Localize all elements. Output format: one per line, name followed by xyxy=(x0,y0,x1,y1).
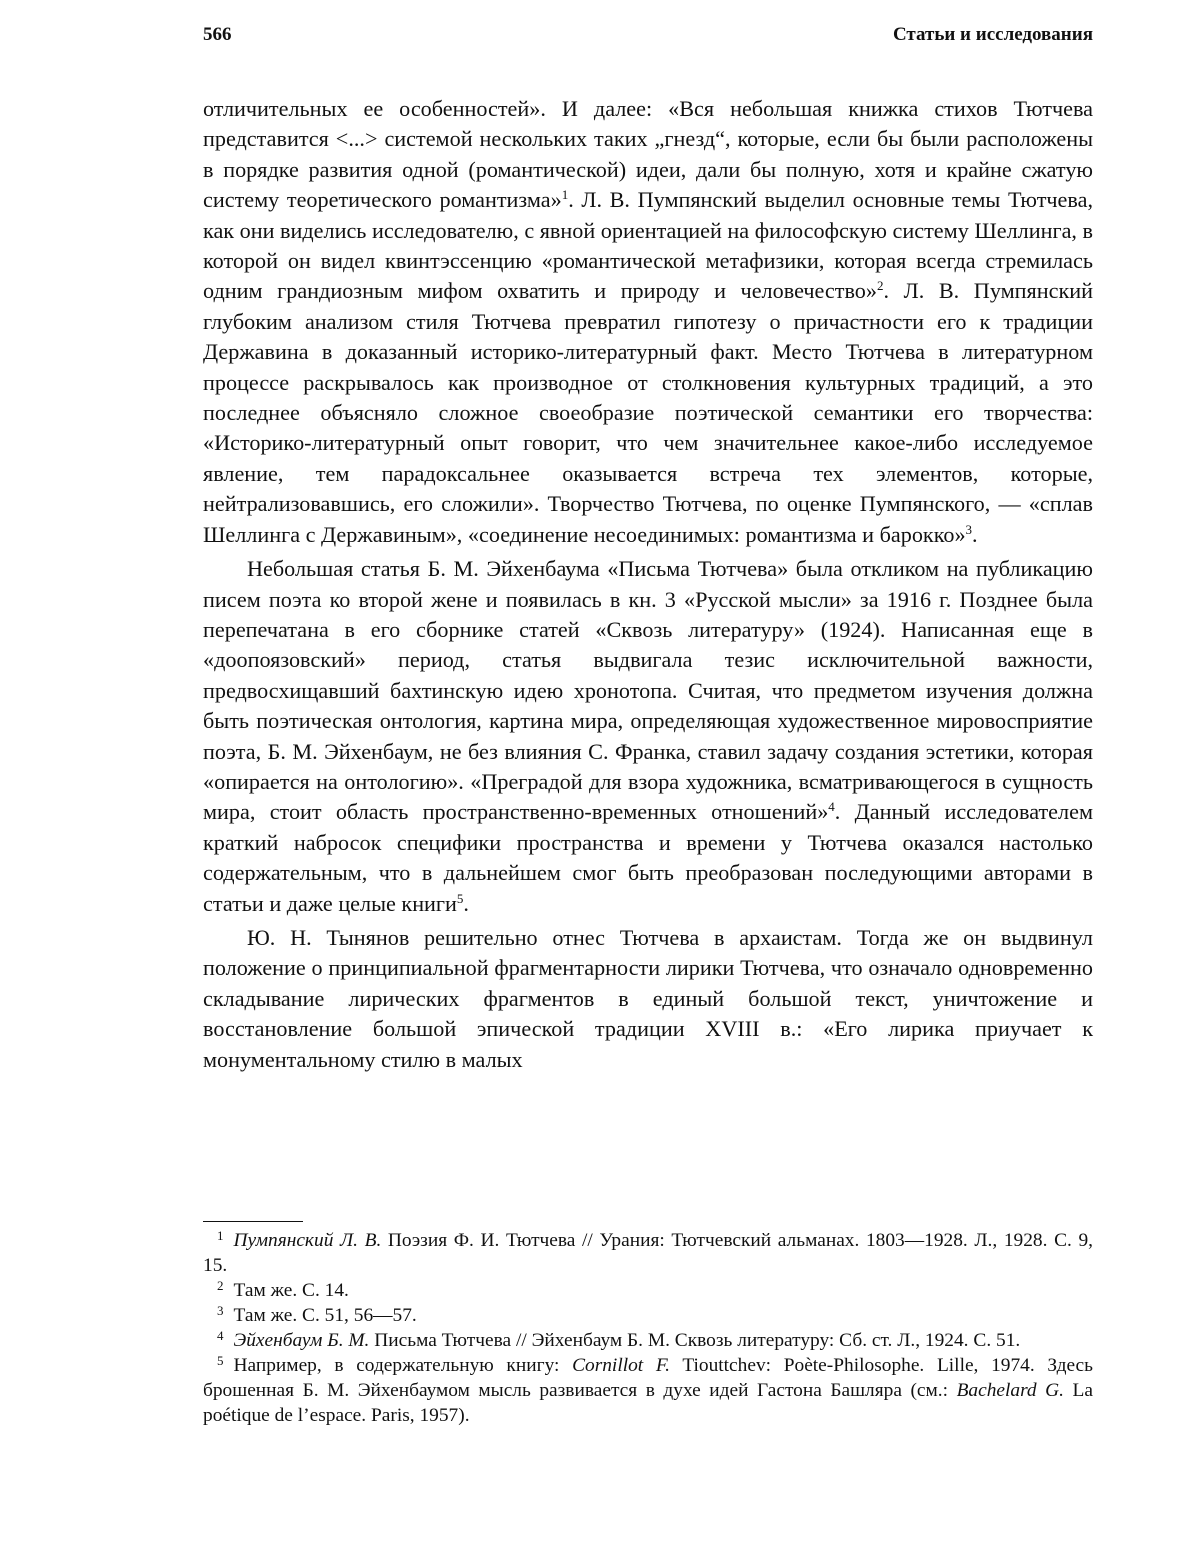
footnotes xyxy=(203,1228,1093,1428)
footnote-1: $^1$ Пумпянский Л. В. Поэзия Ф. И. Тютчева // Урания: Тютчевский альманах. 1803—1928. Л., 1928. С. 9, 15. xyxy=(203,1228,1094,1276)
footnote-author: Эйхенбаум Б. М. xyxy=(233,1330,370,1351)
footnote-ref-1: 1 xyxy=(561,187,569,203)
book-page xyxy=(203,18,1094,1426)
footnote-ref-5: 5 xyxy=(456,890,464,906)
body-text xyxy=(203,94,1093,1075)
footnote-ref-3: 3 xyxy=(965,521,973,537)
footnote-2: $^2$ Там же. С. 14. xyxy=(217,1278,349,1301)
footnote-divider xyxy=(203,1221,303,1222)
section-title: Статьи и исследования xyxy=(892,24,1093,45)
footnote-5: $^5$ Например, в содержательную книгу: Cornillot F. Tiouttchev: Poète-Philosophe. Lille, 1974. Здесь брошенная Б. М. Эйхенбаумом мысль развивается в духе идей Гастона Башляра (см.: Bachelard G. La poétique de l’espace. Paris, 1957). xyxy=(203,1353,1093,1426)
footnote-author: Bachelard G. xyxy=(956,1380,1065,1401)
footnote-ref-4: 4 xyxy=(828,799,835,815)
page-number: 566 xyxy=(203,24,232,45)
paragraph-1: отличительных ее особенностей». И далее: «Вся небольшая книжка стихов Тютчева представится <...> системой нескольких таких „гнезд“, которые, если бы были расположены в порядке развития одной (романтической) идеи, дали бы полную, хотя и крайне сжатую систему теоретического романтизма»$^1$. Л. В. Пумпянский выделил основные темы Тютчева, как они виделись исследователю, с явной ориентацией на философскую систему Шеллинга, в которой он видел квинтэссенцию «романтической метафизики, которая всегда стремилась одним грандиозным мифом охватить и природу и человечество»$^2$. Л. В. Пумпянский глубоким анализом стиля Тютчева превратил гипотезу о причастности его к традиции Державина в доказанный историко-литературный факт. Место Тютчева в литературном процессе раскрывалось как производное от столкновения культурных традиций, а это последнее объясняло сложное своеобразие поэтической семантики его творчества: «Историко-литературный опыт говорит, что чем значительнее какое-либо исследуемое явление, тем парадоксальнее оказывается встреча тех элементов, которые, нейтрализовавшись, его сложили». Творчество Тютчева, по оценке Пумпянского, — «сплав Шеллинга с Державиным», «соединение несоединимых: романтизма и барокко»$^3$. xyxy=(203,96,1093,547)
footnote-ref-2: 2 xyxy=(876,278,884,294)
paragraph-2: Небольшая статья Б. М. Эйхенбаума «Письма Тютчева» была откликом на публикацию писем поэта ко второй жене и появилась в кн. 3 «Русской мысли» за 1916 г. Позднее была перепечатана в его сборнике статей «Сквозь литературу» (1924). Написанная еще в «доопоязовский» период, статья выдвигала тезис исключительной важности, предвосхищавший бахтинскую идею хронотопа. Считая, что предметом изучения должна быть поэтическая онтология, картина мира, определяющая художественное мировосприятие поэта, Б. М. Эйхенбаум, не без влияния С. Франка, ставил задачу создания эстетики, которая «опирается на онтологию». «Преградой для взора художника, всматривающегося в сущность мира, стоит область пространственно-временных отношений»$^4$. Данный исследователем краткий набросок специфики пространства и времени у Тютчева оказался настолько содержательным, что в дальнейшем смог быть преобразован последующими авторами в статьи и даже целые книги$^5$. xyxy=(203,556,1093,916)
paragraph-3: Ю. Н. Тынянов решительно отнес Тютчева в архаистам. Тогда же он выдвинул положение о принципиальной фрагментарности лирики Тютчева, что означало одновременно складывание лирических фрагментов в единый большой текст, уничтожение и восстановление большой эпической традиции XVIII в.: «Его лирика приучает к монументальному стилю в малых xyxy=(203,924,1093,1072)
footnote-author: Cornillot F. xyxy=(572,1355,671,1376)
running-head xyxy=(203,18,1093,58)
footnote-author: Пумпянский Л. В. xyxy=(233,1230,382,1251)
footnote-4: $^4$ Эйхенбаум Б. М. Письма Тютчева // Эйхенбаум Б. М. Сквозь литературу: Сб. ст. Л., 1924. С. 51. xyxy=(217,1328,1021,1351)
footnote-3: $^3$ Там же. С. 51, 56—57. xyxy=(217,1303,417,1326)
